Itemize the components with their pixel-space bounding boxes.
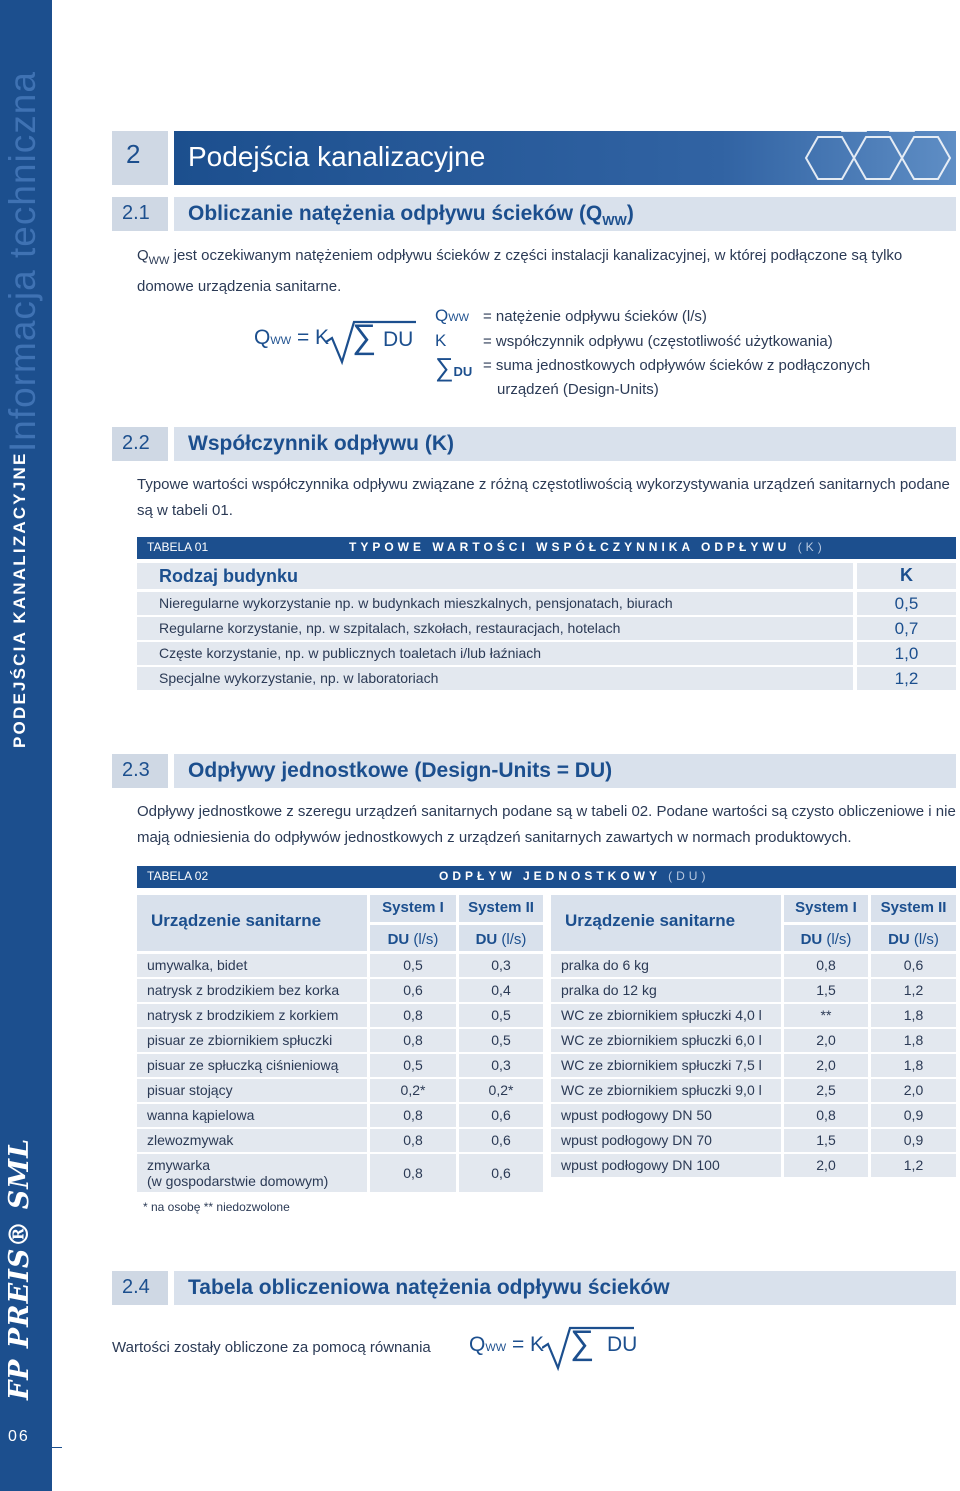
paragraph-2-1: [137, 243, 957, 300]
cell-device: WC ze zbiornikiem spłuczki 4,0 l: [551, 1004, 781, 1027]
cell-system-2: 1,8: [871, 1004, 956, 1027]
cell-building-type: Specjalne wykorzystanie, np. w laboratoriach: [137, 667, 853, 690]
cell-device: [137, 1154, 367, 1192]
legend-text: = współczynnik odpływu (częstotliwość użytkowania): [483, 333, 833, 350]
column-unit-system-2-right: [871, 925, 956, 951]
cell-device: umywalka, bidet: [137, 954, 367, 977]
table-02-label: TABELA 02: [147, 869, 209, 883]
chapter-number: 2: [112, 131, 168, 185]
formula-eq: = K: [506, 1333, 545, 1356]
section-title-2-4: Tabela obliczeniowa natężenia odpływu ścieków: [174, 1271, 956, 1305]
cell-system-2: 0,6: [871, 954, 956, 977]
sidebar-title: Informacja techniczna: [2, 71, 43, 452]
cell-device: natrysk z brodzikiem bez korka: [137, 979, 367, 1002]
cell-device: WC ze zbiornikiem spłuczki 6,0 l: [551, 1029, 781, 1052]
cell-system-1: 0,5: [370, 954, 456, 977]
cell-k: 1,0: [857, 642, 956, 665]
cell-system-2: 1,8: [871, 1029, 956, 1052]
cell-system-1: 0,8: [784, 1104, 868, 1127]
cell-system-2: 0,4: [459, 979, 543, 1002]
column-header-k: K: [857, 563, 956, 589]
section-number-2-3: 2.3: [112, 754, 168, 788]
page-number-underline: [36, 1447, 62, 1448]
section-number-2-4: 2.4: [112, 1271, 168, 1305]
unit-du: DU: [387, 931, 410, 948]
column-header-system-2-right: System II: [871, 895, 956, 922]
unit-ls: (l/s): [913, 931, 939, 948]
table-caption-text: ODPŁYW JEDNOSTKOWY: [439, 869, 661, 883]
cell-system-1: 0,8: [370, 1129, 456, 1152]
cell-system-2: 0,9: [871, 1129, 956, 1152]
cell-system-1: 2,0: [784, 1154, 868, 1177]
cell-system-2: 0,6: [459, 1129, 543, 1152]
formula-main: [254, 326, 329, 350]
formula-eq: = K: [291, 326, 330, 349]
formula-q-sub: WW: [270, 335, 292, 347]
table-caption-unit: (K): [797, 540, 826, 554]
unit-ls: (l/s): [501, 931, 527, 948]
cell-building-type: Częste korzystanie, np. w publicznych toaletach i/lub łaźniach: [137, 642, 853, 665]
cell-system-2: 0,6: [459, 1104, 543, 1127]
sidebar: [0, 0, 52, 1491]
cell-device: WC ze zbiornikiem spłuczki 9,0 l: [551, 1079, 781, 1102]
cell-k: 0,5: [857, 592, 956, 615]
paragraph-2-2: Typowe wartości współczynnika odpływu związane z różną częstotliwością wykorzystywania urządzeń sanitarnych podane są w tabeli 01.: [137, 476, 950, 519]
cell-system-2: 1,8: [871, 1054, 956, 1077]
formula-sigma: ∑: [352, 318, 377, 356]
section-title-2-1: [174, 197, 956, 231]
legend-row-q: [435, 306, 707, 326]
cell-system-2: 0,3: [459, 1054, 543, 1077]
cell-device: pisuar ze spłuczką ciśnieniową: [137, 1054, 367, 1077]
cell-system-1: 2,5: [784, 1079, 868, 1102]
cell-system-1: **: [784, 1004, 868, 1027]
cell-system-2: 0,2*: [459, 1079, 543, 1102]
column-unit-system-1-left: [370, 925, 456, 951]
cell-building-type: Nieregularne wykorzystanie np. w budynkach mieszkalnych, pensjonatach, biurach: [137, 592, 853, 615]
cell-device: pisuar ze zbiornikiem spłuczki: [137, 1029, 367, 1052]
para-text: jest oczekiwanym natężeniem odpływu ścieków z części instalacji kanalizacyjnej, w której podłączone są tylko domowe urządzenia sanitarne.: [137, 247, 903, 295]
table-caption-unit: (DU): [668, 869, 710, 883]
chapter-banner: [174, 131, 956, 185]
column-header-system-2-left: System II: [459, 895, 543, 922]
cell-device: wpust podłogowy DN 70: [551, 1129, 781, 1152]
cell-device: natrysk z brodzikiem z korkiem: [137, 1004, 367, 1027]
section-title-2-3: Odpływy jednostkowe (Design-Units = DU): [174, 754, 956, 788]
table-caption-text: TYPOWE WARTOŚCI WSPÓŁCZYNNIKA ODPŁYWU: [349, 540, 791, 554]
table-02-header: [137, 866, 956, 888]
cell-device: wanna kąpielowa: [137, 1104, 367, 1127]
cell-system-1: 0,8: [370, 1154, 456, 1192]
cell-system-1: 0,5: [370, 1054, 456, 1077]
column-header-system-1-right: System I: [784, 895, 868, 922]
legend-row-k: [435, 331, 833, 351]
unit-ls: (l/s): [413, 931, 439, 948]
formula-q: Q: [254, 326, 271, 349]
formula-q: Q: [469, 1333, 486, 1356]
cell-system-2: 0,5: [459, 1029, 543, 1052]
brand-logo: FP PREIS® SML: [4, 1137, 35, 1400]
table-01-caption: [349, 540, 826, 554]
hexagon-pattern-icon: [786, 131, 956, 185]
cell-system-2: 0,9: [871, 1104, 956, 1127]
cell-system-1: 0,8: [370, 1029, 456, 1052]
legend-symbol-sub: DU: [453, 364, 473, 379]
unit-du: DU: [475, 931, 498, 948]
column-header-device-right: Urządzenie sanitarne: [551, 895, 781, 951]
cell-device-line-1: zmywarka: [147, 1157, 211, 1173]
formula-q-sub: WW: [485, 1342, 507, 1354]
cell-system-2: 0,6: [459, 1154, 543, 1192]
cell-system-1: 2,0: [784, 1054, 868, 1077]
cell-system-1: 0,2*: [370, 1079, 456, 1102]
cell-system-2: 2,0: [871, 1079, 956, 1102]
cell-system-2: 0,5: [459, 1004, 543, 1027]
table-02-caption: [439, 869, 709, 883]
column-header-building-type: Rodzaj budynku: [137, 563, 853, 589]
section-title-2-2: Współczynnik odpływu (K): [174, 427, 956, 461]
formula-bottom: [469, 1333, 544, 1357]
section-title-end: ): [626, 202, 634, 225]
para-q-sub: WW: [148, 255, 170, 267]
legend-text: urządzeń (Design-Units): [497, 381, 659, 398]
unit-du: DU: [888, 931, 910, 948]
legend-symbol: K: [435, 331, 447, 350]
legend-symbol-sub: WW: [448, 312, 469, 324]
unit-du: DU: [800, 931, 823, 948]
cell-system-1: 1,5: [784, 1129, 868, 1152]
cell-system-2: 1,2: [871, 1154, 956, 1177]
column-unit-system-1-right: [784, 925, 868, 951]
cell-system-1: 0,6: [370, 979, 456, 1002]
unit-ls: (l/s): [826, 931, 852, 948]
legend-sigma-icon: ∑: [435, 352, 454, 382]
cell-device: wpust podłogowy DN 100: [551, 1154, 781, 1177]
column-header-system-1-left: System I: [370, 895, 456, 922]
cell-device: pisuar stojący: [137, 1079, 367, 1102]
cell-system-2: 1,2: [871, 979, 956, 1002]
para-q: Q: [137, 247, 149, 264]
legend-row-du: [435, 352, 871, 383]
cell-device: WC ze zbiornikiem spłuczki 7,5 l: [551, 1054, 781, 1077]
cell-system-2: 0,3: [459, 954, 543, 977]
legend-text: = suma jednostkowych odpływów ścieków z podłączonych: [483, 357, 871, 374]
cell-k: 1,2: [857, 667, 956, 690]
formula-du: DU: [383, 328, 414, 351]
legend-text: = natężenie odpływu ścieków (l/s): [483, 308, 707, 325]
section-title-text: Obliczanie natężenia odpływu ścieków (Q: [188, 202, 603, 225]
cell-device: wpust podłogowy DN 50: [551, 1104, 781, 1127]
paragraph-2-3: Odpływy jednostkowe z szeregu urządzeń sanitarnych podane są w tabeli 02. Podane wartości są czysto obliczeniowe i nie mają odniesienia do odpływów jednostkowych z urządzeń sanitarnych zawartych w normach produktowych.: [137, 803, 956, 846]
section-title-subscript: WW: [602, 213, 627, 229]
cell-device: pralka do 12 kg: [551, 979, 781, 1002]
cell-system-1: 0,8: [370, 1004, 456, 1027]
column-header-device-left: Urządzenie sanitarne: [137, 895, 367, 951]
section-number-2-2: 2.2: [112, 427, 168, 461]
page-number: 06: [8, 1428, 30, 1445]
section-number-2-1: 2.1: [112, 197, 168, 231]
cell-system-1: 2,0: [784, 1029, 868, 1052]
table-01-header: [137, 537, 956, 559]
cell-device: zlewozmywak: [137, 1129, 367, 1152]
column-unit-system-2-left: [459, 925, 543, 951]
paragraph-2-4: Wartości zostały obliczone za pomocą równania: [112, 1339, 431, 1356]
cell-device: pralka do 6 kg: [551, 954, 781, 977]
cell-system-1: 0,8: [784, 954, 868, 977]
table-02-footnote: * na osobę ** niedozwolone: [143, 1200, 290, 1214]
formula-sigma: ∑: [570, 1324, 595, 1362]
chapter-title: Podejścia kanalizacyjne: [188, 141, 486, 172]
cell-device-line-2: (w gospodarstwie domowym): [147, 1173, 329, 1189]
legend-symbol: Q: [435, 306, 449, 325]
formula-du: DU: [607, 1333, 638, 1356]
cell-system-1: 1,5: [784, 979, 868, 1002]
cell-building-type: Regularne korzystanie, np. w szpitalach, szkołach, restauracjach, hotelach: [137, 617, 853, 640]
sidebar-section-label: PODEJŚCIA KANALIZACYJNE: [10, 451, 29, 748]
cell-k: 0,7: [857, 617, 956, 640]
table-01-label: TABELA 01: [147, 540, 209, 554]
cell-system-1: 0,8: [370, 1104, 456, 1127]
legend-row-du-cont: [497, 381, 659, 398]
